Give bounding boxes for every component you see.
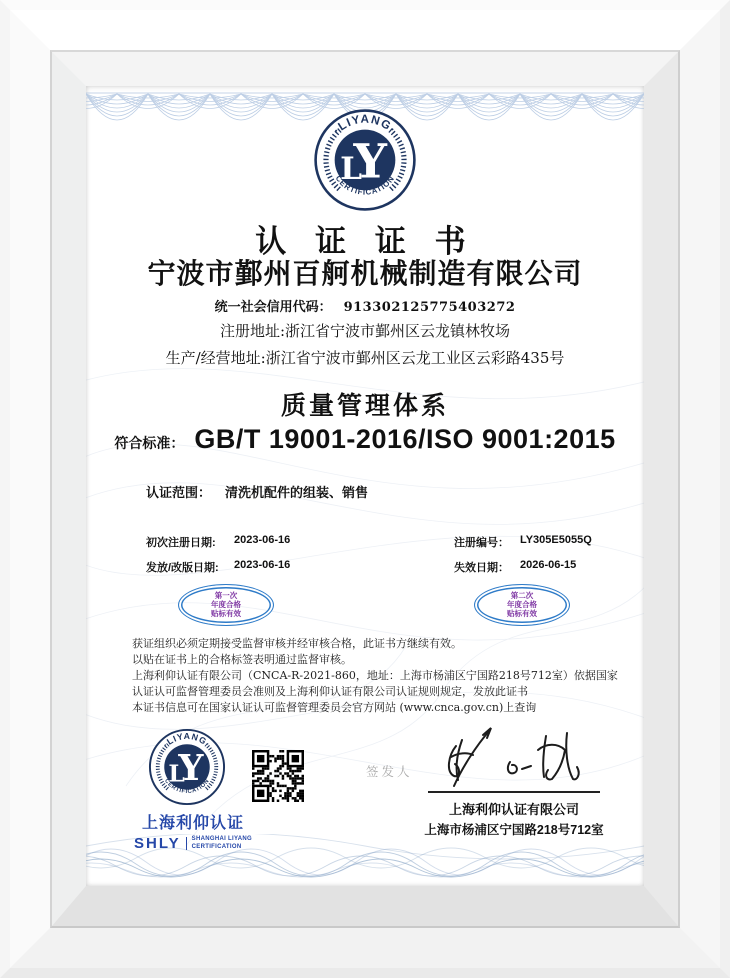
credit-code-value: 913302125775403272: [343, 300, 516, 315]
brand-english-name: [192, 836, 252, 851]
standard-label: 符合标准：: [114, 436, 185, 452]
production-address: 生产/经营地址:浙江省宁波市鄞州区云龙工业区云彩路435号: [165, 349, 565, 367]
note-line: 本证书信息可在国家认证认可监督管理委员会官方网站 (www.cnca.gov.cn)上查询: [132, 701, 537, 714]
first-date-value: 2023-06-16: [234, 534, 291, 546]
note-line: 获证组织必须定期接受监督审核并经审核合格，此证书方继续有效。: [132, 637, 462, 650]
note-line: 以贴在证书上的合格标签表明通过监督审核。: [132, 653, 352, 666]
sticker-line: 年度合格: [211, 600, 241, 609]
standard-line: [86, 424, 644, 455]
footer-brand: [120, 810, 266, 852]
sticker-line: 贴标有效: [211, 609, 241, 618]
qr-code: [252, 750, 304, 802]
signature-line: [428, 791, 600, 793]
scope-label: 认证范围：: [146, 486, 212, 501]
brand-divider: [186, 837, 187, 850]
annual-sticker-oval-2: [474, 584, 570, 626]
expiry-date-label: 失效日期：: [454, 562, 509, 574]
sticker-line: 第二次: [510, 591, 534, 600]
sticker-line: 贴标有效: [507, 609, 537, 618]
company-name: 宁波市鄞州百舸机械制造有限公司: [147, 257, 583, 290]
scope-value: 清洗机配件的组装、销售: [225, 486, 369, 501]
issuer-signature: [426, 724, 604, 790]
liyang-logo-badge-icon: [313, 108, 417, 217]
sticker-line: 年度合格: [507, 600, 537, 609]
registration-dates-left: [146, 534, 290, 584]
certificate-notes: [132, 636, 628, 716]
management-system-name: 质量管理体系: [280, 392, 449, 420]
expiry-date-value: 2026-06-15: [520, 559, 577, 571]
issuer-address: 上海市杨浦区宁国路218号712室: [424, 823, 604, 837]
brand-english-line1: SHANGHAI LIYANG: [191, 836, 252, 842]
issue-date-value: 2023-06-16: [234, 559, 291, 571]
issuer-label: 签发人: [366, 765, 413, 779]
liyang-logo-badge-icon: [148, 728, 226, 811]
note-line: 上海利仰认证有限公司（CNCA-R-2021-860，地址：上海市杨浦区宁国路218号712室）依据国家认证认可监督管理委员会准则及上海利仰认证有限公司认证规则规定，发放此证书: [132, 669, 618, 698]
certificate: [86, 86, 644, 886]
certificate-title: 认 证 证 书: [255, 224, 475, 260]
sticker-line: 第一次: [214, 591, 238, 600]
issue-date-label: 发放/改版日期:: [146, 562, 219, 574]
scope-line: [146, 482, 368, 501]
standard-value: GB/T 19001-2016/ISO 9001:2015: [194, 424, 616, 454]
first-date-label: 初次注册日期:: [146, 537, 216, 549]
issuer-company: 上海利仰认证有限公司: [448, 802, 579, 817]
registered-address: 注册地址:浙江省宁波市鄞州区云龙镇林牧场: [219, 322, 511, 340]
registration-number-label: 注册编号：: [454, 537, 509, 549]
brand-abbreviation: SHLY: [134, 835, 181, 852]
credit-code-label: 统一社会信用代码：: [214, 300, 332, 315]
brand-english-line2: CERTIFICATION: [191, 843, 242, 850]
credit-code-line: [86, 296, 644, 315]
annual-sticker-oval-1: [178, 584, 274, 626]
registration-number-value: LY305E5055Q: [520, 534, 592, 546]
registration-dates-right: [454, 534, 592, 584]
brand-chinese-name: 上海利仰认证: [141, 815, 244, 832]
